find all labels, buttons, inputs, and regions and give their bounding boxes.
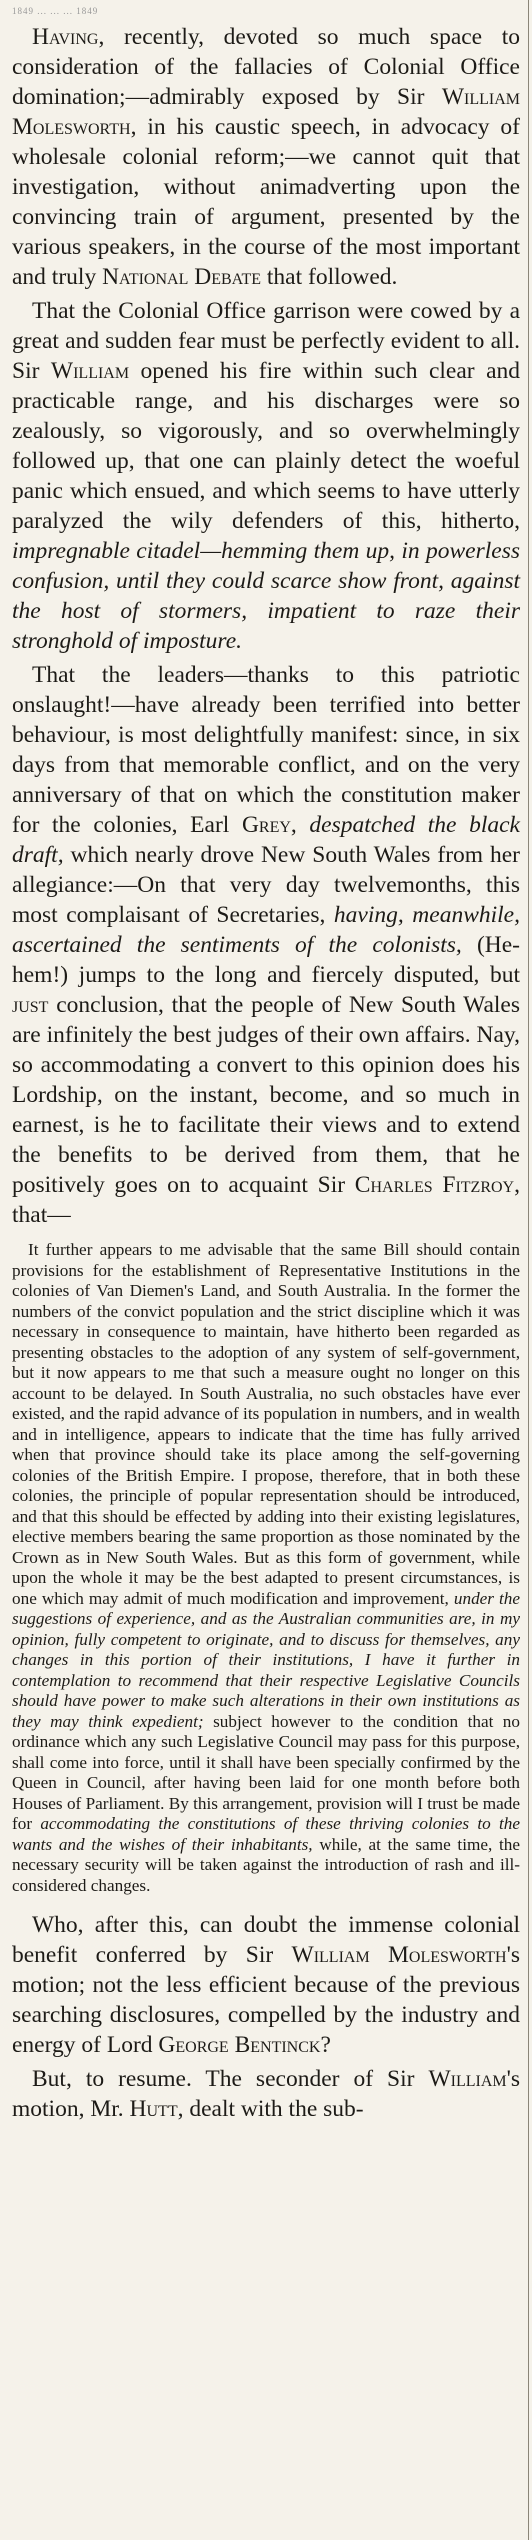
paragraph-4 xyxy=(12,1910,520,2060)
page-header-strip: 1849 ... ... ... 1849 xyxy=(12,6,99,16)
italic-run: impregnable citadel—hemming them up, in powerless confusion, until they could scarce show front, against the host of stormers, impatient to raze their stronghold of imposture. xyxy=(12,538,520,654)
text-run: while, at the same time, the necessary security will be taken against the introduction of rash and ill-considered changes. xyxy=(12,1834,521,1895)
paragraph-5 xyxy=(12,2064,520,2124)
text-run: (He-hem!) jumps to the long and fiercely disputed, but xyxy=(12,932,520,988)
text-run: , recently, devoted so much space to consideration of the fallacies of Colonial Office domination;—admirably exposed by Sir xyxy=(12,24,520,110)
column-rule xyxy=(528,0,529,2540)
text-run: subject however to the condition that no ordinance which any such Legislative Council may pass for this purpose, shall come into force, until it shall have been specially confirmed by the Queen in Council, after having been laid for one month before both Houses of Parliament. By this arrangement, provision will I trust be made for xyxy=(12,1711,520,1833)
quoted-despatch xyxy=(12,1240,520,1896)
text-run: ? xyxy=(320,2032,331,2058)
person-name: Hutt xyxy=(129,2096,178,2122)
paragraph-1 xyxy=(12,22,520,292)
person-name: William xyxy=(50,358,130,384)
person-name: George Bentinck xyxy=(158,2032,321,2058)
paragraph-3 xyxy=(12,660,520,1230)
italic-run: despatched the black draft, xyxy=(12,812,520,868)
text-run: which nearly drove New South Wales from her allegiance:—On that very day twelvemonths, this most complaisant of Secretaries, xyxy=(12,842,520,928)
text-run: , dealt with the sub- xyxy=(177,2096,364,2122)
text-run: Who, after this, can doubt the immense colonial benefit conferred by Sir xyxy=(12,1912,520,1968)
text-run: But, to resume. The seconder of Sir xyxy=(32,2066,429,2092)
text-run: It further appears to me advisable that the same Bill should contain provisions for the establishment of Representative Institutions in the colonies of Van Diemen's Land, and South Australia. In the former the numbers of the convict population and the strict discipline which it was necessary in consequence to maintain, have hitherto been regarded as presenting obstacles to the adoption of any system of self-government, but it now appears to me that such a measure ought no longer on this account to be delayed. In South Australia, no such obstacles have ever existed, and the rapid advance of its population in numbers, and in wealth and in intelligence, appears to indicate that the time has fully arrived when that province should take its place among the self-governing colonies of the British Empire. I propose, therefore, that in both these colonies, the principle of popular representation should be introduced, and that this should be effected by adding into their existing legislatures, elective members bearing the same proportion as those nominated by the Crown as in New South Wales. But as this form of government, while upon the whole it may be the best adapted to present circumstances, is one which may admit of much modification and improvement, xyxy=(12,1240,520,1608)
text-run: , that— xyxy=(12,1172,520,1228)
text-run: conclusion, that the people of New South Wales are infinitely the best judges of their own affairs. Nay, so accommodating a convert to this opinion does his Lordship, on the instant, become, and so much in earnest, is he to facilitate their views and to extend the benefits to be derived from them, that he positively goes on to acquaint Sir xyxy=(12,992,520,1198)
text-run: that followed. xyxy=(261,264,398,290)
person-name: Charles Fitzroy xyxy=(354,1172,515,1198)
italic-run: having, meanwhile, ascertained the sentiments of the colonists, xyxy=(12,902,520,958)
text-run: 's motion, Mr. xyxy=(12,2066,520,2122)
italic-run: accommodating the constitutions of these thriving colonies to the wants and the wishes of their inhabitants, xyxy=(12,1814,520,1854)
person-name: William xyxy=(428,2066,507,2092)
article-column xyxy=(12,22,520,2124)
emphasis-word: just xyxy=(12,992,49,1018)
paragraph-2 xyxy=(12,296,520,656)
person-name: William Molesworth xyxy=(12,84,520,140)
person-name: William Molesworth xyxy=(291,1942,507,1968)
dropcap-word: Having xyxy=(32,24,99,50)
person-name: Grey xyxy=(241,812,291,838)
text-run: That the Colonial Office garrison were cowed by a great and sudden fear must be perfectly evident to all. Sir xyxy=(12,298,520,384)
italic-run: under the suggestions of experience, and as the Australian communities are, in my opinion, fully competent to originate, and to discuss for themselves, any changes in this portion of their institutions, I have it further in contemplation to recommend that their respective Legislative Councils should have power to make such alterations in their own institutions as they may think expedient; xyxy=(12,1588,520,1731)
text-run: , in his caustic speech, in advocacy of wholesale colonial reform;—we cannot quit that investigation, without animadverting upon the convincing train of argument, presented by the various speakers, in the course of the most important and truly xyxy=(12,114,520,290)
debate-title: National Debate xyxy=(102,264,261,290)
text-run: , xyxy=(290,812,310,838)
text-run: 's motion; not the less efficient because of the previous searching disclosures, compelled by the industry and energy of Lord xyxy=(12,1942,520,2058)
text-run: opened his fire within such clear and practicable range, and his discharges were so zealously, so vigorously, and so overwhelmingly followed up, that one can plainly detect the woeful panic which ensued, and which seems to have utterly paralyzed the wily defenders of this, hitherto, xyxy=(12,358,520,534)
text-run: That the leaders—thanks to this patriotic onslaught!—have already been terrified into better behaviour, is most delightfully manifest: since, in six days from that memorable conflict, and on the very anniversary of that on which the constitution maker for the colonies, Earl xyxy=(12,662,520,838)
